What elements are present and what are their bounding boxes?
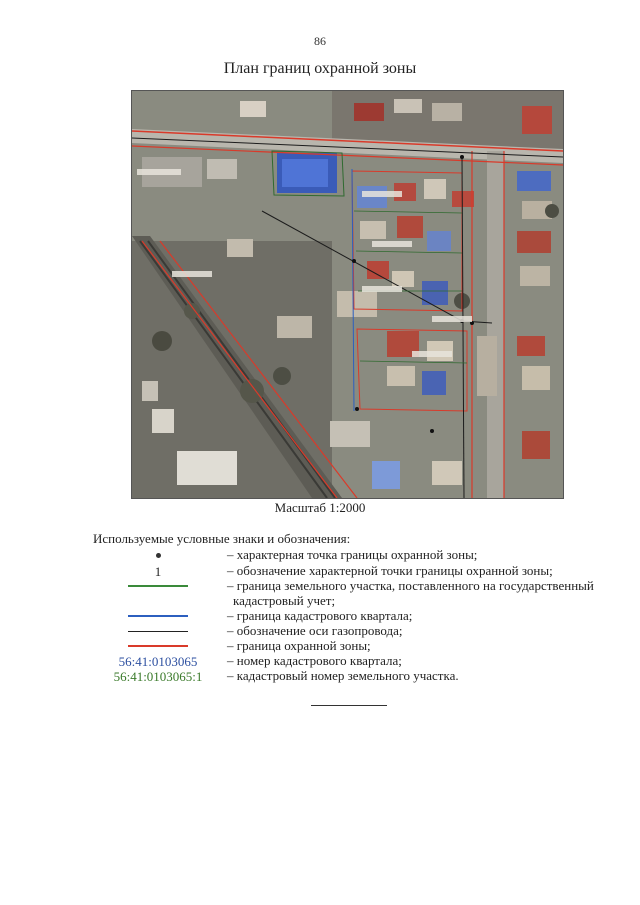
black-line-icon <box>93 623 223 639</box>
legend-text: – обозначение оси газопровода; <box>227 623 403 638</box>
legend-item-quarter-boundary <box>93 608 613 624</box>
point-marker-icon <box>93 547 223 563</box>
legend-text: – граница охранной зоны; <box>227 638 371 653</box>
legend-heading: Используемые условные знаки и обозначения: <box>93 531 351 546</box>
legend-text: – кадастровый номер земельного участка. <box>227 668 459 683</box>
aerial-map <box>131 90 564 499</box>
legend-item-land-plot-boundary-cont <box>93 593 613 609</box>
page-number: 86 <box>314 34 326 48</box>
legend-text: – характерная точка границы охранной зоны; <box>227 547 478 562</box>
red-line-icon <box>93 638 223 654</box>
page-title: План границ охранной зоны <box>223 60 417 77</box>
legend-item-quarter-number <box>93 653 613 669</box>
point-number-symbol: 1 <box>154 563 162 579</box>
legend-text: – номер кадастрового квартала; <box>227 653 402 668</box>
legend-item-cadastral-number <box>93 668 613 684</box>
legend-text-continuation: кадастровый учет; <box>233 593 336 608</box>
blue-line-icon <box>93 608 223 624</box>
legend-item-point <box>93 547 613 563</box>
cadastral-number-sample: 56:41:0103065:1 <box>113 668 203 684</box>
legend-item-protection-zone <box>93 638 613 654</box>
legend-text: – обозначение характерной точки границы охранной зоны; <box>227 563 553 578</box>
separator-line <box>311 705 387 706</box>
legend-text: – граница кадастрового квартала; <box>227 608 413 623</box>
legend-item-gas-axis <box>93 623 613 639</box>
green-line-icon <box>93 578 223 594</box>
legend-item-point-number <box>93 563 613 579</box>
map-scale: Масштаб 1:2000 <box>274 500 366 515</box>
legend-text: – граница земельного участка, поставленного на государственный <box>227 578 594 593</box>
quarter-number-sample: 56:41:0103065 <box>118 653 198 669</box>
legend-item-land-plot-boundary <box>93 578 613 594</box>
